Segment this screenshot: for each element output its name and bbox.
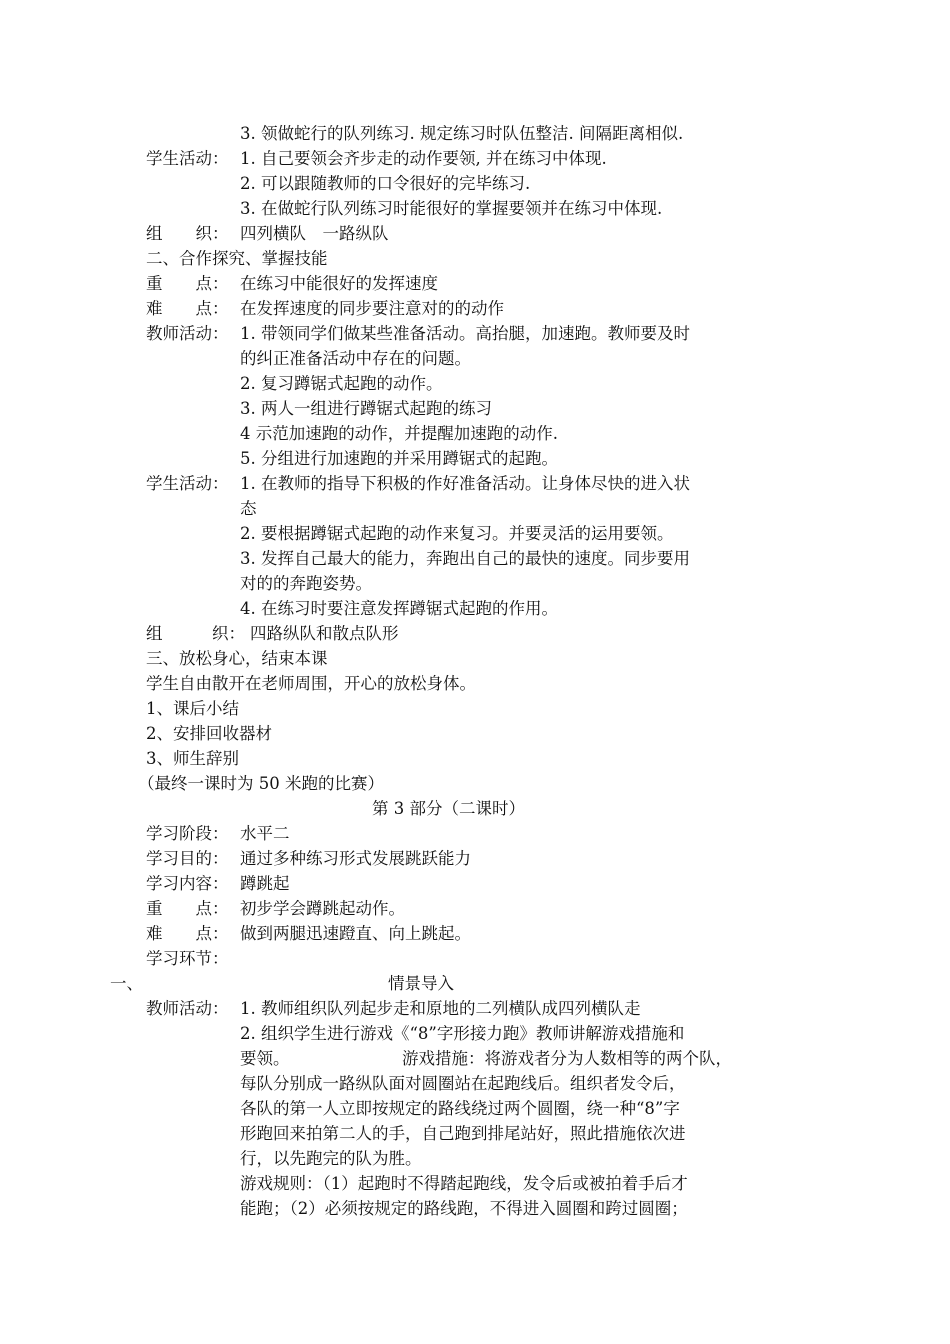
section-heading: 三、放松身心，结束本课 [146,649,328,668]
text-line: 1. 自己要领会齐步走的动作要领, 并在练习中体现. [240,149,607,168]
list-item: 1、课后小结 [146,699,239,718]
text-line: 3. 领做蛇行的队列练习. 规定练习时队伍整洁. 间隔距离相似. [240,124,684,143]
text-line: 1. 教师组织队列起步走和原地的二列横队成四列横队走 [240,999,641,1018]
text-line: 通过多种练习形式发展跳跃能力 [240,849,471,868]
note-line: （最终一课时为 50 米跑的比赛） [138,774,384,793]
text-line: 游戏措施：将游戏者分为人数相等的两个队， [402,1049,732,1068]
section-heading: 情景导入 [388,974,454,993]
list-item: 2、安排回收器材 [146,724,272,743]
label-teacher-activity: 教师活动： [146,324,229,343]
text-line: 行，以先跑完的队为胜。 [240,1149,422,1168]
label-key-point: 重 点： [146,899,229,918]
text-line: 1. 带领同学们做某些准备活动。高抬腿，加速跑。教师要及时 [240,324,690,343]
text-line: 初步学会蹲跳起动作。 [240,899,405,918]
text-line: 四路纵队和散点队形 [250,624,399,643]
text-line: 对的的奔跑姿势。 [240,574,372,593]
text-line: 3. 发挥自己最大的能力，奔跑出自己的最快的速度。同步要用 [240,549,690,568]
label-difficulty: 难 点： [146,299,229,318]
text-line: 游戏规则：（1）起跑时不得踏起跑线，发令后或被拍着手后才 [240,1174,688,1193]
text-line: 四列横队 一路纵队 [240,224,389,243]
label-student-activity: 学生活动： [146,149,229,168]
text-line: 4. 在练习时要注意发挥蹲锯式起跑的作用。 [240,599,558,618]
label-learning-steps: 学习环节： [146,949,229,968]
text-line: 5. 分组进行加速跑的并采用蹲锯式的起跑。 [240,449,558,468]
text-line: 蹲跳起 [240,874,290,893]
label-learning-content: 学习内容： [146,874,229,893]
label-learning-stage: 学习阶段： [146,824,229,843]
text-line: 做到两腿迅速蹬直、向上跳起。 [240,924,471,943]
text-line: 学生自由散开在老师周围，开心的放松身体。 [146,674,476,693]
text-line: 能跑；（2）必须按规定的路线跑，不得进入圆圈和跨过圆圈； [240,1199,688,1218]
text-line: 的纠正准备活动中存在的问题。 [240,349,471,368]
text-line: 各队的第一人立即按规定的路线绕过两个圆圈，绕一种“8”字 [240,1099,680,1118]
text-line: 水平二 [240,824,290,843]
label-key-point: 重 点： [146,274,229,293]
text-line: 4 示范加速跑的动作，并提醒加速跑的动作. [240,424,558,443]
text-line: 在发挥速度的同步要注意对的的动作 [240,299,504,318]
label-organization: 组 织： [146,224,229,243]
text-line: 2. 复习蹲锯式起跑的动作。 [240,374,443,393]
text-line: 3. 两人一组进行蹲锯式起跑的练习 [240,399,492,418]
section-number: 一、 [110,974,143,993]
text-line: 要领。 [240,1049,290,1068]
label-organization: 组 织： [146,624,245,643]
text-line: 3. 在做蛇行队列练习时能很好的掌握要领并在练习中体现. [240,199,663,218]
text-line: 1. 在教师的指导下积极的作好准备活动。让身体尽快的进入状 [240,474,690,493]
text-line: 在练习中能很好的发挥速度 [240,274,438,293]
text-line: 态 [240,499,257,518]
label-learning-goal: 学习目的： [146,849,229,868]
label-teacher-activity: 教师活动： [146,999,229,1018]
section-heading: 二、合作探究、掌握技能 [146,249,328,268]
label-student-activity: 学生活动： [146,474,229,493]
text-line: 2. 要根据蹲锯式起跑的动作来复习。并要灵活的运用要领。 [240,524,674,543]
text-line: 形跑回来拍第二人的手，自己跑到排尾站好，照此措施依次进 [240,1124,686,1143]
text-line: 每队分别成一路纵队面对圆圈站在起跑线后。组织者发令后， [240,1074,686,1093]
label-difficulty: 难 点： [146,924,229,943]
text-line: 2. 组织学生进行游戏《“8”字形接力跑》教师讲解游戏措施和 [240,1024,685,1043]
list-item: 3、师生辞别 [146,749,239,768]
text-line: 2. 可以跟随教师的口令很好的完毕练习. [240,174,531,193]
part-title: 第 3 部分（二课时） [372,799,525,818]
